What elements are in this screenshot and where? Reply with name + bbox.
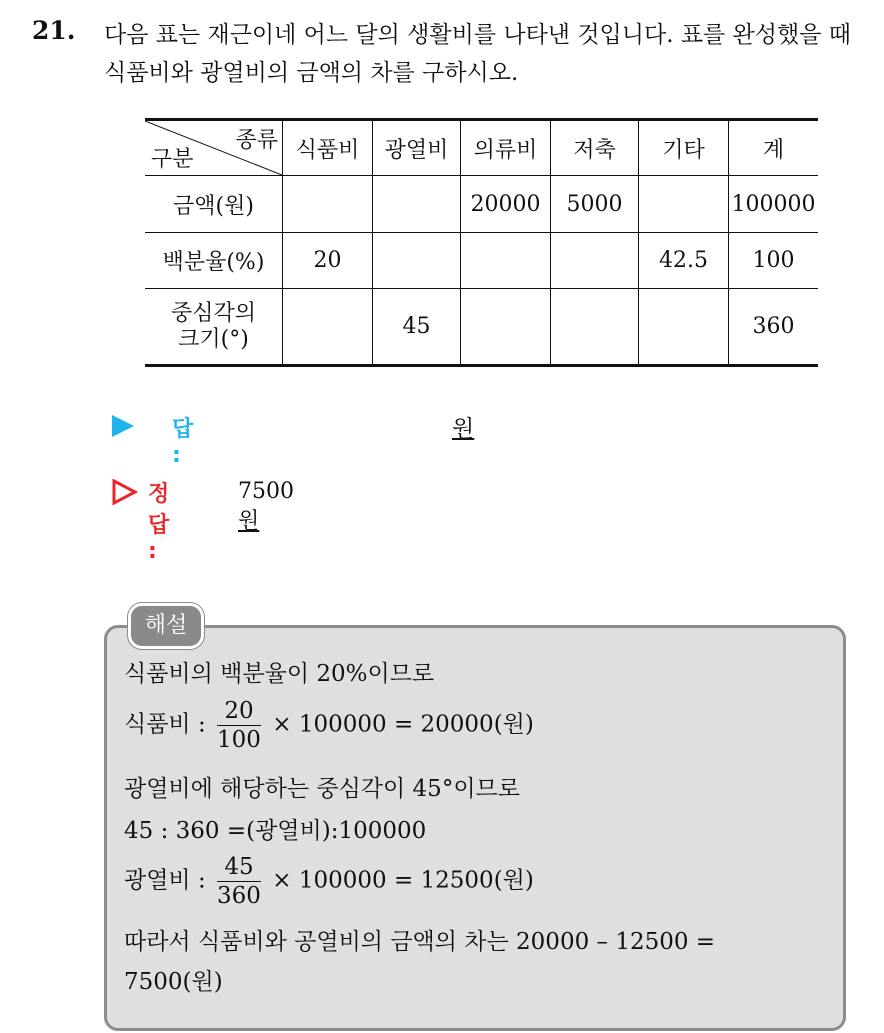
table-cell: [461, 233, 551, 289]
fraction: [217, 697, 261, 754]
row-label-line2: 크기(°): [178, 326, 249, 352]
row-label: 백분율(%): [145, 233, 283, 289]
explanation-line: 7500(원): [124, 969, 223, 995]
answer-label: 답 :: [172, 417, 194, 468]
row-label: 금액(원): [145, 176, 283, 233]
explanation-line: 따라서 식품비와 공열비의 금액의 차는 20000 – 12500 =: [124, 929, 716, 955]
table-cell: 100000: [729, 176, 819, 233]
explanation-line: 광열비에 해당하는 중심각이 45°이므로: [124, 776, 520, 802]
explanation-tab: 해설: [128, 603, 204, 649]
correct-answer-value: [238, 479, 294, 535]
table-cell: [639, 289, 729, 366]
correct-answer-unit: 원: [238, 509, 260, 534]
fraction: [217, 853, 261, 910]
table-cell: [551, 289, 639, 366]
formula-prefix: 식품비 :: [124, 711, 206, 738]
table-cell: [639, 176, 729, 233]
table-cell: 45: [373, 289, 461, 366]
fraction-numerator: 45: [217, 853, 261, 882]
table-cell: [373, 176, 461, 233]
answer-unit: 원: [452, 416, 475, 442]
correct-answer-number: 7500: [238, 479, 294, 504]
table-row: [145, 289, 818, 366]
table-cell: 20: [283, 233, 373, 289]
explanation-line: 45 : 360 =(광열비):100000: [124, 818, 427, 844]
correct-answer-label: 정답 :: [148, 482, 170, 564]
table-cell: 20000: [461, 176, 551, 233]
row-label-line1: 중심각의: [170, 300, 256, 326]
table-header-row: [145, 120, 818, 176]
formula-suffix: × 100000 = 12500(원): [272, 867, 534, 894]
question-number: 21.: [32, 16, 76, 45]
formula-suffix: × 100000 = 20000(원): [272, 711, 534, 738]
outline-triangle-icon: [112, 479, 138, 505]
table-cell: 5000: [551, 176, 639, 233]
header-division-label: 구분: [151, 147, 194, 172]
fraction-numerator: 20: [217, 697, 261, 726]
column-header: 식품비: [283, 120, 373, 176]
fraction-denominator: 360: [217, 883, 261, 909]
table-cell: [461, 289, 551, 366]
fraction-denominator: 100: [217, 727, 261, 753]
table-cell: 42.5: [639, 233, 729, 289]
row-label: [145, 289, 283, 366]
table-row: [145, 233, 818, 289]
table-cell: [551, 233, 639, 289]
explanation-formula-food: [124, 697, 534, 754]
header-diagonal-cell: [145, 120, 283, 176]
question-text: 다음 표는 재근이네 어느 달의 생활비를 나타낸 것입니다. 표를 완성했을 때 식품비와 광열비의 금액의 차를 구하시오.: [104, 22, 851, 86]
play-triangle-icon: [112, 415, 134, 437]
answer-row: [112, 412, 475, 468]
column-header: 저축: [551, 120, 639, 176]
expense-table: [145, 118, 818, 367]
formula-prefix: 광열비 :: [124, 867, 206, 894]
table-cell: 360: [729, 289, 819, 366]
table-row: [145, 176, 818, 233]
header-category-label: 종류: [235, 128, 278, 153]
table-cell: [283, 289, 373, 366]
explanation-formula-heat: [124, 853, 534, 910]
column-header: 기타: [639, 120, 729, 176]
table-cell: [373, 233, 461, 289]
table-cell: 100: [729, 233, 819, 289]
column-header: 광열비: [373, 120, 461, 176]
explanation-line: 식품비의 백분율이 20%이므로: [124, 661, 435, 687]
table-cell: [283, 176, 373, 233]
column-header: 의류비: [461, 120, 551, 176]
column-header: 계: [729, 120, 819, 176]
